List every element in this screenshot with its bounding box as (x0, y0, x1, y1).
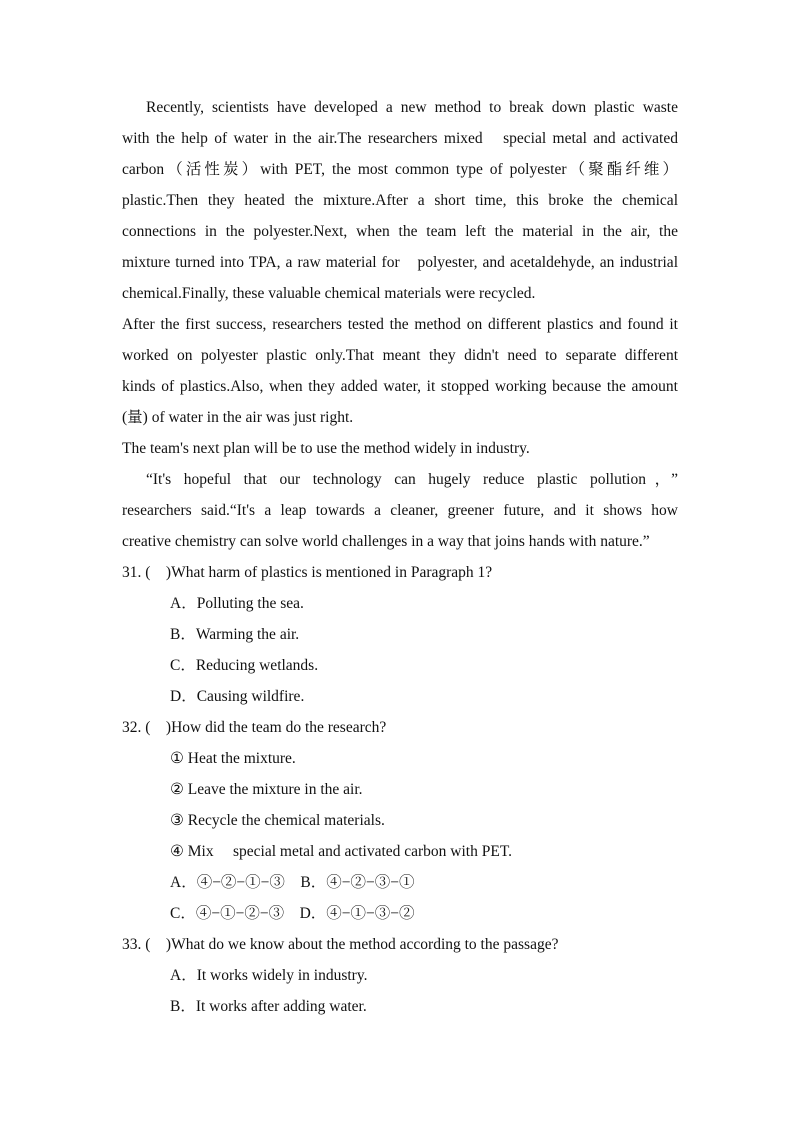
paragraph-1 (122, 92, 678, 309)
question-stem: 33. ( )What do we know about the method according to the passage? (122, 936, 559, 953)
paragraph-3 (122, 433, 678, 464)
text-line: “It's hopeful that our technology can hugely reduce plastic pollution，” (146, 471, 678, 488)
question-stem: 32. ( )How did the team do the research? (122, 719, 387, 736)
answer-option: C．Reducing wetlands. (170, 657, 319, 674)
document-page (122, 92, 678, 1022)
answer-option-row: A．④−②−①−③ B．④−②−③−① (170, 874, 415, 891)
text-line: researchers said.“It's a leap towards a cleaner, greener future, and it shows how (122, 502, 678, 519)
text-line: kinds of plastics.Also, when they added water, it stopped working because the amount (122, 378, 678, 395)
question-33 (122, 929, 678, 1022)
answer-option: A．It works widely in industry. (170, 967, 368, 984)
paragraph-4 (122, 464, 678, 557)
text-line: chemical.Finally, these valuable chemical materials were recycled. (122, 285, 536, 302)
question-31 (122, 557, 678, 712)
answer-option: A．Polluting the sea. (170, 595, 304, 612)
step-item: ③ Recycle the chemical materials. (170, 812, 385, 829)
step-item: ④ Mix special metal and activated carbon with PET. (170, 843, 513, 860)
question-stem: 31. ( )What harm of plastics is mentioned in Paragraph 1? (122, 564, 493, 581)
text-line: connections in the polyester.Next, when the team left the material in the air, the (122, 223, 678, 240)
text-line: with the help of water in the air.The researchers mixed special metal and activated (122, 130, 678, 147)
paragraph-2 (122, 309, 678, 433)
text-line: worked on polyester plastic only.That meant they didn't need to separate different (122, 347, 678, 364)
text-line: plastic.Then they heated the mixture.After a short time, this broke the chemical (122, 192, 678, 209)
text-line: carbon（活性炭）with PET, the most common type of polyester（聚酯纤维） (122, 161, 678, 178)
text-line: After the first success, researchers tested the method on different plastics and found it (122, 316, 678, 333)
text-line: mixture turned into TPA, a raw material for polyester, and acetaldehyde, an industrial (122, 254, 678, 271)
answer-option-row: C．④−①−②−③ D．④−①−③−② (170, 905, 415, 922)
text-line: Recently, scientists have developed a new method to break down plastic waste (146, 99, 678, 116)
answer-option: B．It works after adding water. (170, 998, 367, 1015)
step-item: ② Leave the mixture in the air. (170, 781, 363, 798)
answer-option: B．Warming the air. (170, 626, 300, 643)
question-32 (122, 712, 678, 929)
text-line: (量) of water in the air was just right. (122, 409, 354, 426)
text-line: creative chemistry can solve world challenges in a way that joins hands with nature.” (122, 533, 650, 550)
step-item: ① Heat the mixture. (170, 750, 296, 767)
answer-option: D．Causing wildfire. (170, 688, 305, 705)
text-line: The team's next plan will be to use the method widely in industry. (122, 440, 530, 457)
